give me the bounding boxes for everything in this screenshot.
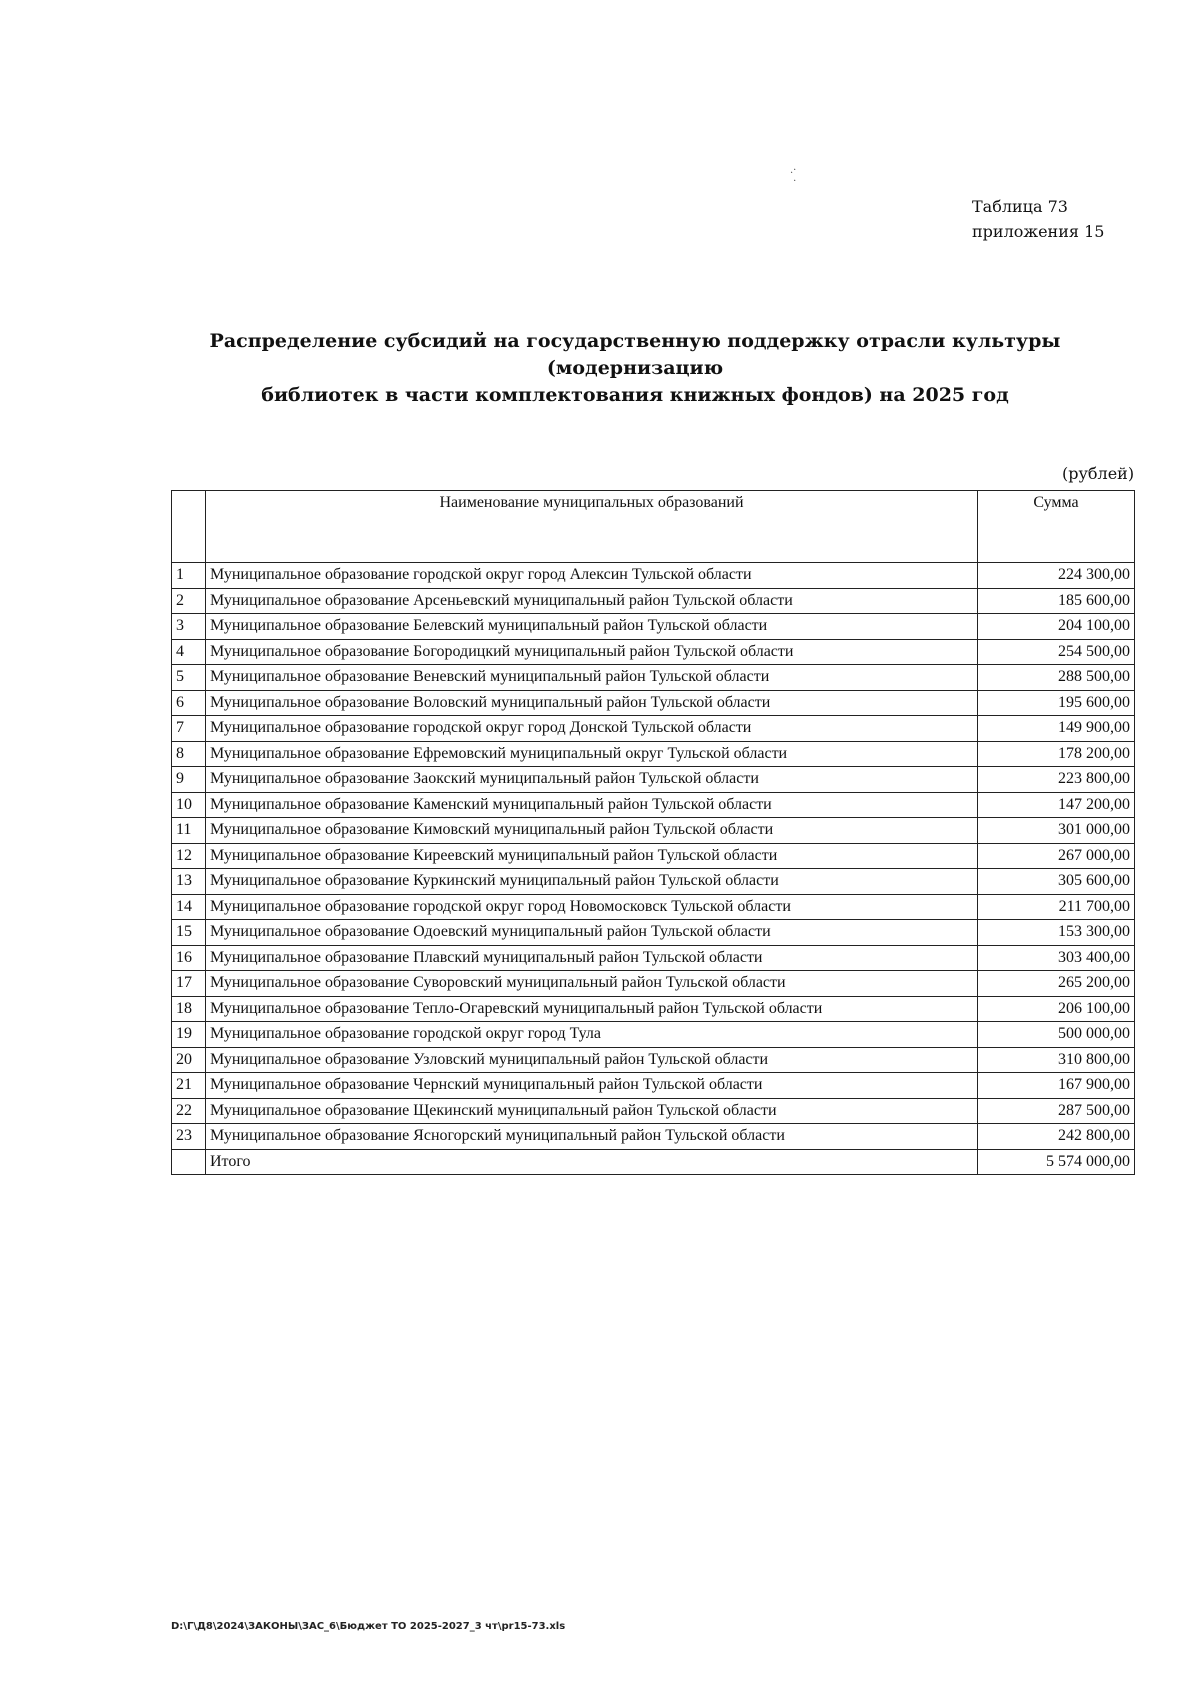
total-row-number (172, 1149, 206, 1175)
subsidy-amount: 195 600,00 (978, 690, 1135, 716)
table-row (172, 869, 1135, 895)
table-row (172, 665, 1135, 691)
municipality-name: Муниципальное образование Веневский муниципальный район Тульской области (206, 665, 978, 691)
municipality-name: Муниципальное образование Одоевский муниципальный район Тульской области (206, 920, 978, 946)
table-row (172, 1047, 1135, 1073)
row-number: 15 (172, 920, 206, 946)
subsidy-amount: 242 800,00 (978, 1124, 1135, 1150)
appendix-number: приложения 15 (972, 222, 1105, 241)
municipality-name: Муниципальное образование городской округ город Новомосковск Тульской области (206, 894, 978, 920)
municipality-name: Муниципальное образование Каменский муниципальный район Тульской области (206, 792, 978, 818)
table-row (172, 971, 1135, 997)
municipality-name: Муниципальное образование городской округ город Донской Тульской области (206, 716, 978, 742)
title-line-2: библиотек в части комплектования книжных фондов) на 2025 год (261, 384, 1009, 406)
table-row (172, 716, 1135, 742)
municipality-name: Муниципальное образование Щекинский муниципальный район Тульской области (206, 1098, 978, 1124)
subsidy-table (171, 490, 1135, 1175)
unit-label: (рублей) (1062, 464, 1135, 483)
row-number: 5 (172, 665, 206, 691)
row-number: 20 (172, 1047, 206, 1073)
table-row (172, 588, 1135, 614)
municipality-name: Муниципальное образование городской округ город Алексин Тульской области (206, 563, 978, 589)
municipality-name: Муниципальное образование Заокский муниципальный район Тульской области (206, 767, 978, 793)
table-row (172, 1124, 1135, 1150)
row-number: 21 (172, 1073, 206, 1099)
subsidy-amount: 224 300,00 (978, 563, 1135, 589)
table-reference (972, 194, 1104, 244)
title-line-1: Распределение субсидий на государственную поддержку отрасли культуры (модернизацию (209, 330, 1061, 379)
municipality-name: Муниципальное образование Узловский муниципальный район Тульской области (206, 1047, 978, 1073)
row-number: 13 (172, 869, 206, 895)
table-row (172, 792, 1135, 818)
subsidy-amount: 267 000,00 (978, 843, 1135, 869)
subsidy-amount: 265 200,00 (978, 971, 1135, 997)
header-sum: Сумма (978, 491, 1135, 563)
municipality-name: Муниципальное образование Воловский муниципальный район Тульской области (206, 690, 978, 716)
municipality-name: Муниципальное образование Чернский муниципальный район Тульской области (206, 1073, 978, 1099)
table-row (172, 767, 1135, 793)
row-number: 16 (172, 945, 206, 971)
row-number: 14 (172, 894, 206, 920)
subsidy-amount: 147 200,00 (978, 792, 1135, 818)
file-path-footer: D:\Г\Д8\2024\ЗАКОНЫ\ЗАС_6\Бюджет ТО 2025-2027_3 чт\pr15-73.xls (171, 1621, 566, 1632)
municipality-name: Муниципальное образование Куркинский муниципальный район Тульской области (206, 869, 978, 895)
table-row (172, 1098, 1135, 1124)
document-title (170, 328, 1100, 409)
municipality-name: Муниципальное образование Кимовский муниципальный район Тульской области (206, 818, 978, 844)
table-header-row (172, 491, 1135, 563)
table-row (172, 894, 1135, 920)
subsidy-amount: 149 900,00 (978, 716, 1135, 742)
row-number: 2 (172, 588, 206, 614)
subsidy-amount: 153 300,00 (978, 920, 1135, 946)
table-row (172, 1073, 1135, 1099)
municipality-name: Муниципальное образование Арсеньевский муниципальный район Тульской области (206, 588, 978, 614)
subsidy-amount: 287 500,00 (978, 1098, 1135, 1124)
subsidy-amount: 185 600,00 (978, 588, 1135, 614)
table-row (172, 818, 1135, 844)
total-subsidy-amount: 5 574 000,00 (978, 1149, 1135, 1175)
table-row (172, 996, 1135, 1022)
table-row (172, 945, 1135, 971)
row-number: 19 (172, 1022, 206, 1048)
municipality-name: Муниципальное образование Ясногорский муниципальный район Тульской области (206, 1124, 978, 1150)
subsidy-amount: 178 200,00 (978, 741, 1135, 767)
row-number: 12 (172, 843, 206, 869)
row-number: 18 (172, 996, 206, 1022)
subsidy-amount: 204 100,00 (978, 614, 1135, 640)
row-number: 7 (172, 716, 206, 742)
subsidy-amount: 167 900,00 (978, 1073, 1135, 1099)
subsidy-amount: 206 100,00 (978, 996, 1135, 1022)
row-number: 4 (172, 639, 206, 665)
header-num (172, 491, 206, 563)
municipality-name: Муниципальное образование Киреевский муниципальный район Тульской области (206, 843, 978, 869)
table-row (172, 690, 1135, 716)
table-total-row (172, 1149, 1135, 1175)
row-number: 22 (172, 1098, 206, 1124)
row-number: 10 (172, 792, 206, 818)
row-number: 8 (172, 741, 206, 767)
table-row (172, 920, 1135, 946)
row-number: 6 (172, 690, 206, 716)
table-row (172, 843, 1135, 869)
municipality-name: Муниципальное образование Суворовский муниципальный район Тульской области (206, 971, 978, 997)
municipality-name: Муниципальное образование Плавский муниципальный район Тульской области (206, 945, 978, 971)
table-row (172, 1022, 1135, 1048)
scan-specks: .· · (790, 165, 797, 187)
row-number: 17 (172, 971, 206, 997)
subsidy-amount: 288 500,00 (978, 665, 1135, 691)
table-row (172, 614, 1135, 640)
subsidy-amount: 500 000,00 (978, 1022, 1135, 1048)
municipality-name: Муниципальное образование городской округ город Тула (206, 1022, 978, 1048)
row-number: 9 (172, 767, 206, 793)
municipality-name: Муниципальное образование Ефремовский муниципальный округ Тульской области (206, 741, 978, 767)
table-row (172, 563, 1135, 589)
subsidy-amount: 211 700,00 (978, 894, 1135, 920)
subsidy-amount: 310 800,00 (978, 1047, 1135, 1073)
row-number: 3 (172, 614, 206, 640)
header-name: Наименование муниципальных образований (206, 491, 978, 563)
table-row (172, 639, 1135, 665)
row-number: 1 (172, 563, 206, 589)
municipality-name: Муниципальное образование Тепло-Огаревский муниципальный район Тульской области (206, 996, 978, 1022)
subsidy-amount: 303 400,00 (978, 945, 1135, 971)
table-number: Таблица 73 (972, 197, 1068, 216)
row-number: 23 (172, 1124, 206, 1150)
subsidy-amount: 305 600,00 (978, 869, 1135, 895)
subsidy-amount: 254 500,00 (978, 639, 1135, 665)
subsidy-amount: 301 000,00 (978, 818, 1135, 844)
table-row (172, 741, 1135, 767)
municipality-name: Муниципальное образование Белевский муниципальный район Тульской области (206, 614, 978, 640)
total-municipality-name: Итого (206, 1149, 978, 1175)
row-number: 11 (172, 818, 206, 844)
municipality-name: Муниципальное образование Богородицкий муниципальный район Тульской области (206, 639, 978, 665)
subsidy-amount: 223 800,00 (978, 767, 1135, 793)
